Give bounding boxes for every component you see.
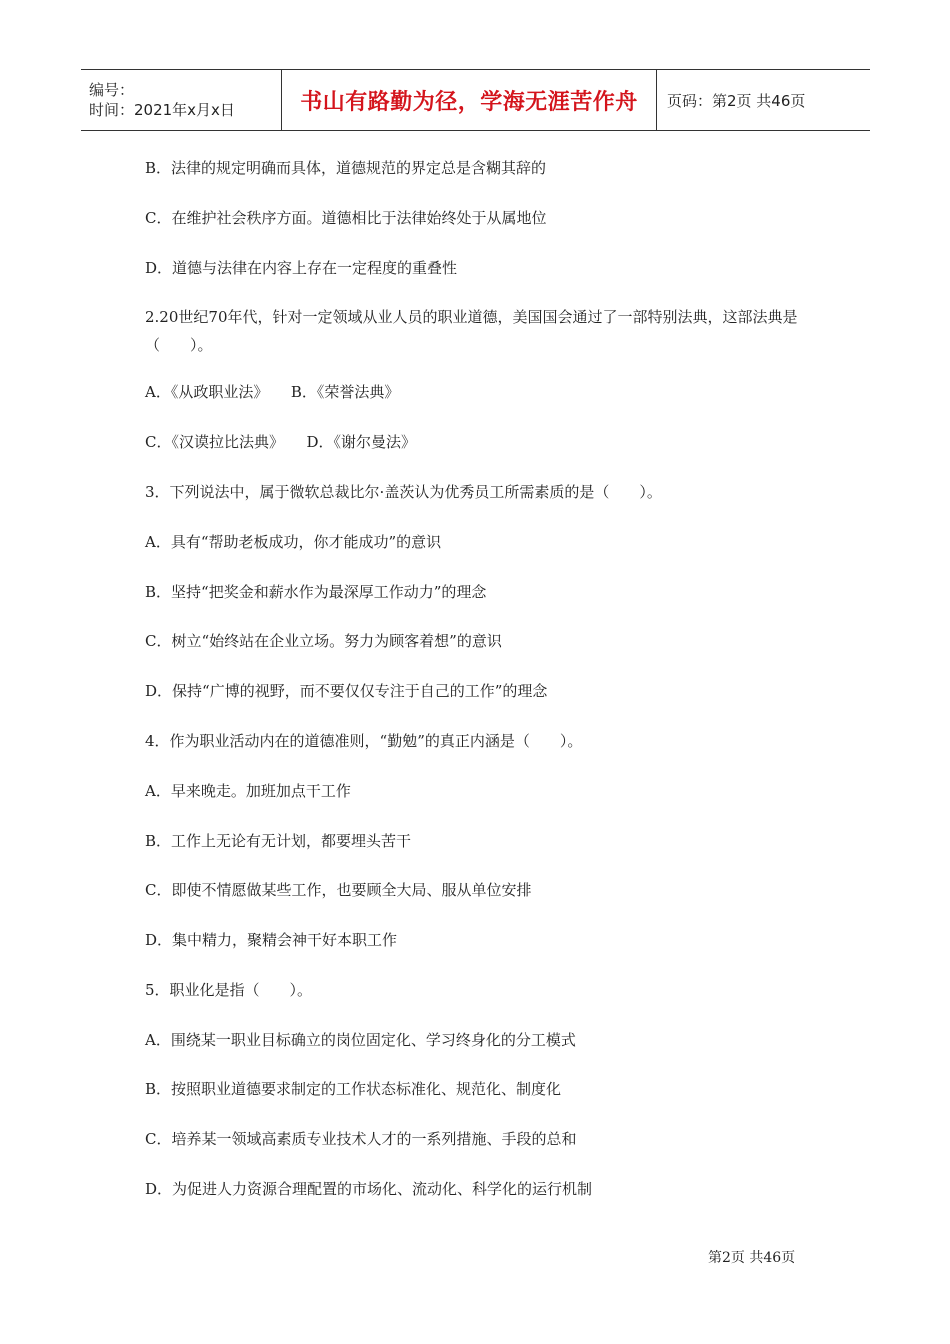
document-date: 时间：2021年x月x日 [89,101,235,119]
question-line: 2.20世纪70年代，针对一定领域从业人员的职业道德，美国国会通过了一部特别法典，这部法典是（ ）。 [145,308,798,354]
option-line: B．法律的规定明确而具体，道德规范的界定总是含糊其辞的 [145,159,547,177]
header-meta [81,70,281,130]
header-page-info [657,70,870,130]
page-footer: 第2页 共46页 [708,1250,796,1266]
option-line: D．集中精力，聚精会神干好本职工作 [145,931,398,949]
question-line: 4．作为职业活动内在的道德准则，“勤勉”的真正内涵是（ ）。 [145,732,583,750]
page-number: 页码：第2页 共46页 [667,91,806,110]
question-line: 3．下列说法中，属于微软总裁比尔·盖茨认为优秀员工所需素质的是（ ）。 [145,483,662,501]
option-line: A．《从政职业法》 B．《荣誉法典》 [145,383,400,401]
option-line: C．培养某一领域高素质专业技术人才的一系列措施、手段的总和 [145,1130,577,1148]
option-line: D．保持“广博的视野，而不要仅仅专注于自己的工作”的理念 [145,682,548,700]
header-motto-cell [281,70,657,130]
option-line: A．围绕某一职业目标确立的岗位固定化、学习终身化的分工模式 [145,1031,576,1049]
option-line: C．《汉谟拉比法典》 D．《谢尔曼法》 [145,433,417,451]
document-number-label: 编号： [89,81,135,99]
page-header [81,69,870,131]
option-line: C．在维护社会秩序方面。道德相比于法律始终处于从属地位 [145,209,547,227]
option-line: D．为促进人力资源合理配置的市场化、流动化、科学化的运行机制 [145,1180,593,1198]
option-line: B．按照职业道德要求制定的工作状态标准化、规范化、制度化 [145,1080,562,1098]
option-line: D．道德与法律在内容上存在一定程度的重叠性 [145,259,458,277]
option-line: B．坚持“把奖金和薪水作为最深厚工作动力”的理念 [145,583,487,601]
question-line: 5．职业化是指（ ）。 [145,981,313,999]
option-line: A．早来晚走。加班加点干工作 [145,782,351,800]
header-motto: 书山有路勤为径，学海无涯苦作舟 [300,89,638,115]
option-line: B．工作上无论有无计划，都要埋头苦干 [145,832,412,850]
option-line: C．树立“始终站在企业立场。努力为顾客着想”的意识 [145,632,502,650]
option-line: C．即使不情愿做某些工作，也要顾全大局、服从单位安排 [145,881,532,899]
option-line: A．具有“帮助老板成功，你才能成功”的意识 [145,533,442,551]
